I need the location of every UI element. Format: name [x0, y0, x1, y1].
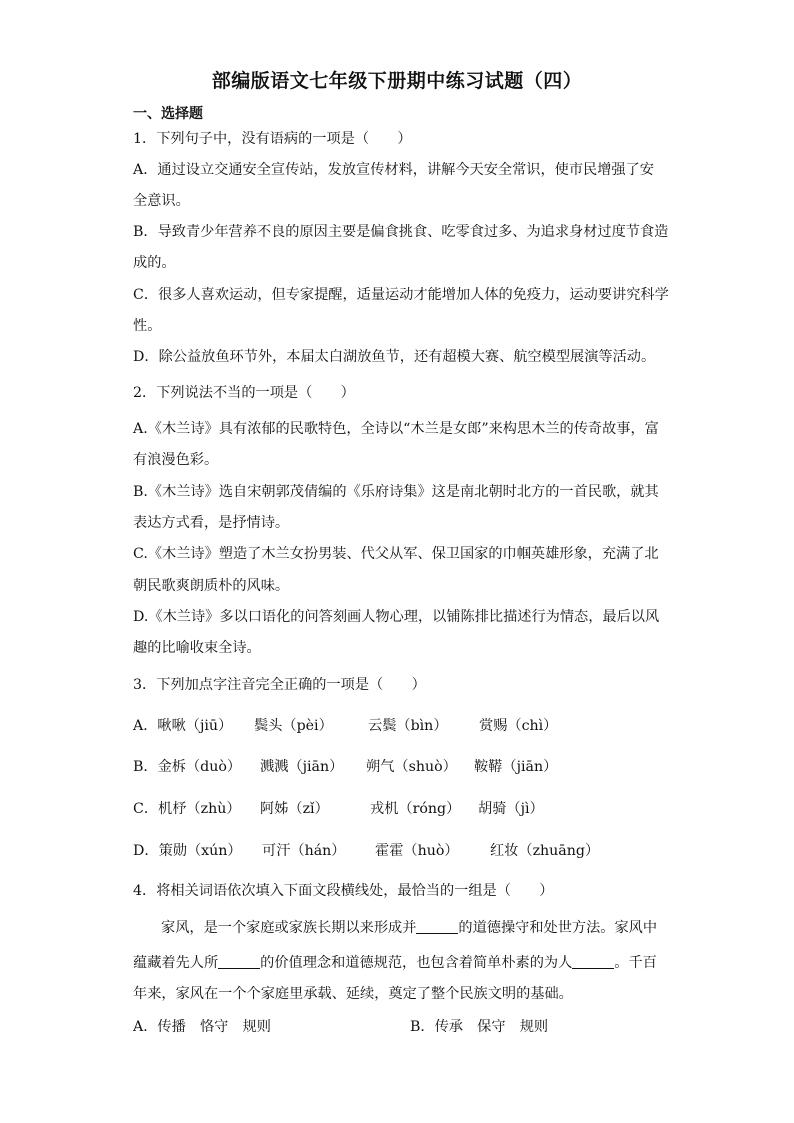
q4-passage-line2	[133, 954, 657, 972]
q2-option-c-line2: 朝民歌爽朗质朴的风味。	[133, 578, 290, 594]
q1-option-c-line1: C．很多人喜欢运动，但专家提醒，适量运动才能增加人体的免疫力，运动要讲究科学	[133, 287, 669, 303]
q3-option-b-item4: 鞍鞯（jiān）	[474, 759, 558, 775]
q2-stem: 2．下列说法不当的一项是（ ）	[133, 385, 355, 401]
q3-option-d-item4: 红妆（zhuāng）	[490, 843, 600, 859]
q3-option-d-item1: D．策勋（xún）	[133, 843, 242, 859]
q1-option-b-line1: B．导致青少年营养不良的原因主要是偏食挑食、吃零食过多、为追求身材过度节食造	[133, 224, 669, 240]
q4-option-b: B．传承 保守 规则	[410, 1019, 549, 1035]
q3-option-a-item1: A．啾啾（jiū）	[133, 718, 233, 734]
q3-option-c-item1: C．机杼（zhù）	[133, 801, 241, 817]
q4-passage-text: 。千百	[614, 955, 657, 971]
q2-option-c-line1: C.《木兰诗》塑造了木兰女扮男装、代父从军、保卫国家的巾帼英雄形象，充满了北	[133, 546, 659, 562]
q1-stem: 1．下列句子中，没有语病的一项是（ ）	[133, 131, 412, 147]
q3-option-c-item3: 戎机（róng）	[370, 801, 461, 817]
q2-option-d-line2: 趣的比喻收束全诗。	[133, 640, 261, 656]
q2-option-b-line1: B.《木兰诗》选自宋朝郭茂倩编的《乐府诗集》这是南北朝时北方的一首民歌，就其	[133, 484, 659, 500]
q2-option-a-line1: A.《木兰诗》具有浓郁的民歌特色，全诗以“木兰是女郎”来构思木兰的传奇故事，富	[133, 421, 659, 437]
q1-option-c-line2: 性。	[133, 318, 162, 334]
q1-option-a-line2: 全意识。	[133, 193, 190, 209]
q4-passage-text: 的价值理念和道德规范，也包含着简单朴素的为人	[260, 955, 573, 971]
q4-option-a: A．传播 恪守 规则	[133, 1019, 271, 1035]
answer-blank	[218, 954, 260, 969]
q3-stem: 3．下列加点字注音完全正确的一项是（ ）	[133, 677, 426, 693]
q4-stem: 4．将相关词语依次填入下面文段横线处，最恰当的一组是（ ）	[133, 883, 554, 899]
page-title: 部编版语文七年级下册期中练习试题（四）	[211, 70, 583, 92]
q2-option-b-line2: 表达方式看，是抒情诗。	[133, 515, 290, 531]
q2-option-d-line1: D.《木兰诗》多以口语化的问答刻画人物心理，以铺陈排比描述行为情态，最后以风	[133, 609, 660, 625]
q3-option-a-item3: 云鬓（bìn）	[368, 718, 448, 734]
q4-passage-text: 的道德操守和处世方法。家风中	[458, 920, 658, 936]
q3-option-b-item2: 溅溅（jiān）	[260, 759, 344, 775]
q3-option-b-item1: B．金柝（duò）	[133, 759, 242, 775]
q1-option-a-line1: A．通过设立交通安全宣传站，发放宣传材料，讲解今天安全常识，使市民增强了安	[133, 162, 654, 178]
q3-option-a-item2: 鬓头（pèi）	[254, 718, 333, 734]
q3-option-d-item2: 可汗（hán）	[262, 843, 346, 859]
q4-passage-line1	[161, 919, 657, 937]
q4-passage-text: 家风，是一个家庭或家族长期以来形成并	[161, 920, 417, 936]
q3-option-c-item4: 胡骑（jì）	[478, 801, 544, 817]
q3-option-a-item4: 赏赐（chì）	[479, 718, 558, 734]
q4-passage-line3: 年来，家风在一个个家庭里承载、延续，奠定了整个民族文明的基础。	[133, 986, 573, 1002]
q1-option-d-line1: D．除公益放鱼环节外，本届太白湖放鱼节，还有超模大赛、航空模型展演等活动。	[133, 349, 656, 365]
section-heading: 一、选择题	[133, 106, 203, 122]
answer-blank	[416, 919, 458, 934]
q1-option-b-line2: 成的。	[133, 255, 176, 271]
q2-option-a-line2: 有浪漫色彩。	[133, 452, 219, 468]
answer-blank	[572, 954, 614, 969]
q3-option-c-item2: 阿姊（zǐ）	[260, 801, 329, 817]
q3-option-b-item3: 朔气（shuò）	[366, 759, 457, 775]
q4-passage-text: 蕴藏着先人所	[133, 955, 219, 971]
q3-option-d-item3: 霍霍（huò）	[375, 843, 459, 859]
